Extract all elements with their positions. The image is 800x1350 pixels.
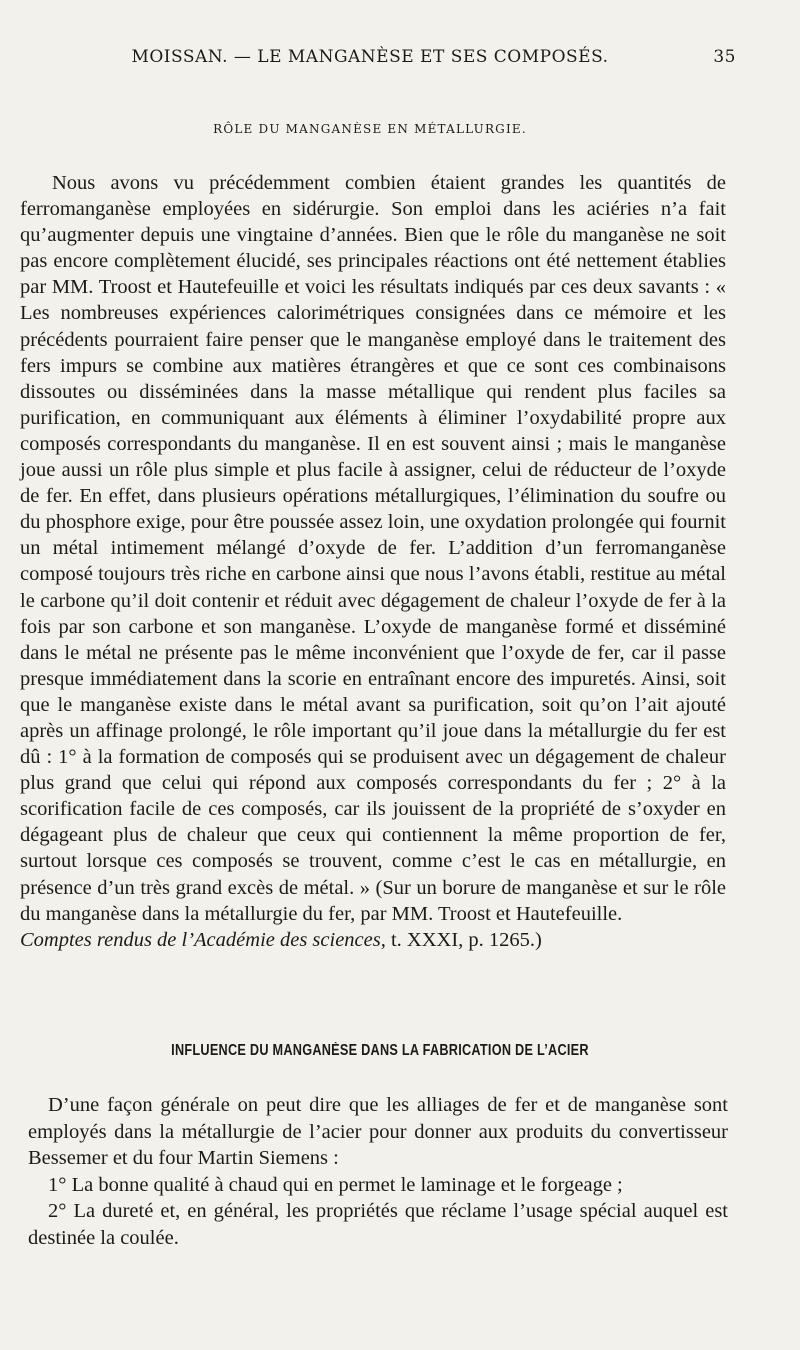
page-number: 35	[713, 47, 736, 67]
paragraph	[20, 170, 726, 953]
second-paragraph-block	[28, 1092, 728, 1252]
list-item: 1° La bonne qualité à chaud qui en permet le laminage et le forgeage ;	[48, 1173, 623, 1196]
paragraph-intro: D’une façon générale on peut dire que les alliages de fer et de manganèse sont employés dans la métallurgie de l’acier pour donner aux produits du convertisseur Bessemer et du four Martin Siemens :	[28, 1094, 728, 1170]
citation-reference: t. XXXI, p. 1265.)	[385, 928, 542, 951]
list-item: 2° La dureté et, en général, les propriétés que réclame l’usage spécial auquel est destinée la coulée.	[28, 1200, 728, 1249]
running-head	[0, 47, 800, 73]
running-title: MOISSAN. — LE MANGANÈSE ET SES COMPOSÉS.	[131, 47, 609, 67]
citation-title: Comptes rendus de l’Académie des sciences,	[20, 928, 386, 951]
paragraph-text: Nous avons vu précédemment combien étaient grandes les quantités de ferromanganèse employées en sidérurgie. Son emploi dans les aciéries n’a fait qu’augmenter depuis une vingtaine d’années. Bien que le rôle du manganèse ne soit pas encore complètement élucidé, ses principales réactions ont été nettement établies par MM. Troost et Hautefeuille et voici les résultats indiqués par ces deux savants : « Les nombreuses expériences calorimétriques consignées dans ce mémoire et les précédents pourraient faire penser que le manganèse employé dans le traitement des fers impurs se combine aux matières étrangères et que ce sont ces combinaisons dissoutes ou disséminées dans la masse métallique qui rendent plus faciles sa purification, en communiquant aux éléments à éliminer l’oxydabilité propre aux composés correspondants du manganèse. Il en est souvent ainsi ; mais le manganèse joue aussi un rôle plus simple et plus facile à assigner, celui de réducteur de l’oxyde de fer. En effet, dans plusieurs opérations métallurgiques, l’élimination du soufre ou du phosphore exige, pour être poussée assez loin, une oxydation prolongée qui fournit un métal intimement mélangé d’oxyde de fer. L’addition d’un ferromanganèse composé toujours très riche en carbone ainsi que nous l’avons établi, restitue au métal le carbone qu’il doit contenir et réduit avec dégagement de chaleur l’oxyde de fer à la fois par son carbone et son manganèse. L’oxyde de manganèse formé et disséminé dans le métal ne présente pas le même inconvénient que l’oxyde de fer, car il passe presque immédiatement dans la scorie en entraînant encore des impuretés. Ainsi, soit que le manganèse existe dans le métal avant sa purification, soit qu’on l’ait ajouté après un affinage prolongé, le rôle important qu’il joue dans la métallurgie du fer est dû : 1° à la formation de composés qui se produisent avec un dégagement de chaleur plus grand que celui qui répond aux composés correspondants du fer ; 2° à la scorification facile de ces composés, car ils jouissent de la propriété de s’oxyder en dégageant plus de chaleur que ceux qui contiennent la même proportion de fer, surtout lorsque ces composés se trouvent, comme c’est le cas en métallurgie, en présence d’un très grand excès de métal. » (Sur un borure de manganèse et sur le rôle du manganèse dans la métallurgie du fer, par MM. Troost et Hautefeuille.	[20, 172, 726, 925]
main-paragraph-block	[20, 170, 726, 953]
section-heading: RÔLE DU MANGANÈSE EN MÉTALLURGIE.	[213, 122, 527, 136]
subsection-heading: INFLUENCE DU MANGANÈSE DANS LA FABRICATION DE L’ACIER	[171, 1042, 589, 1059]
